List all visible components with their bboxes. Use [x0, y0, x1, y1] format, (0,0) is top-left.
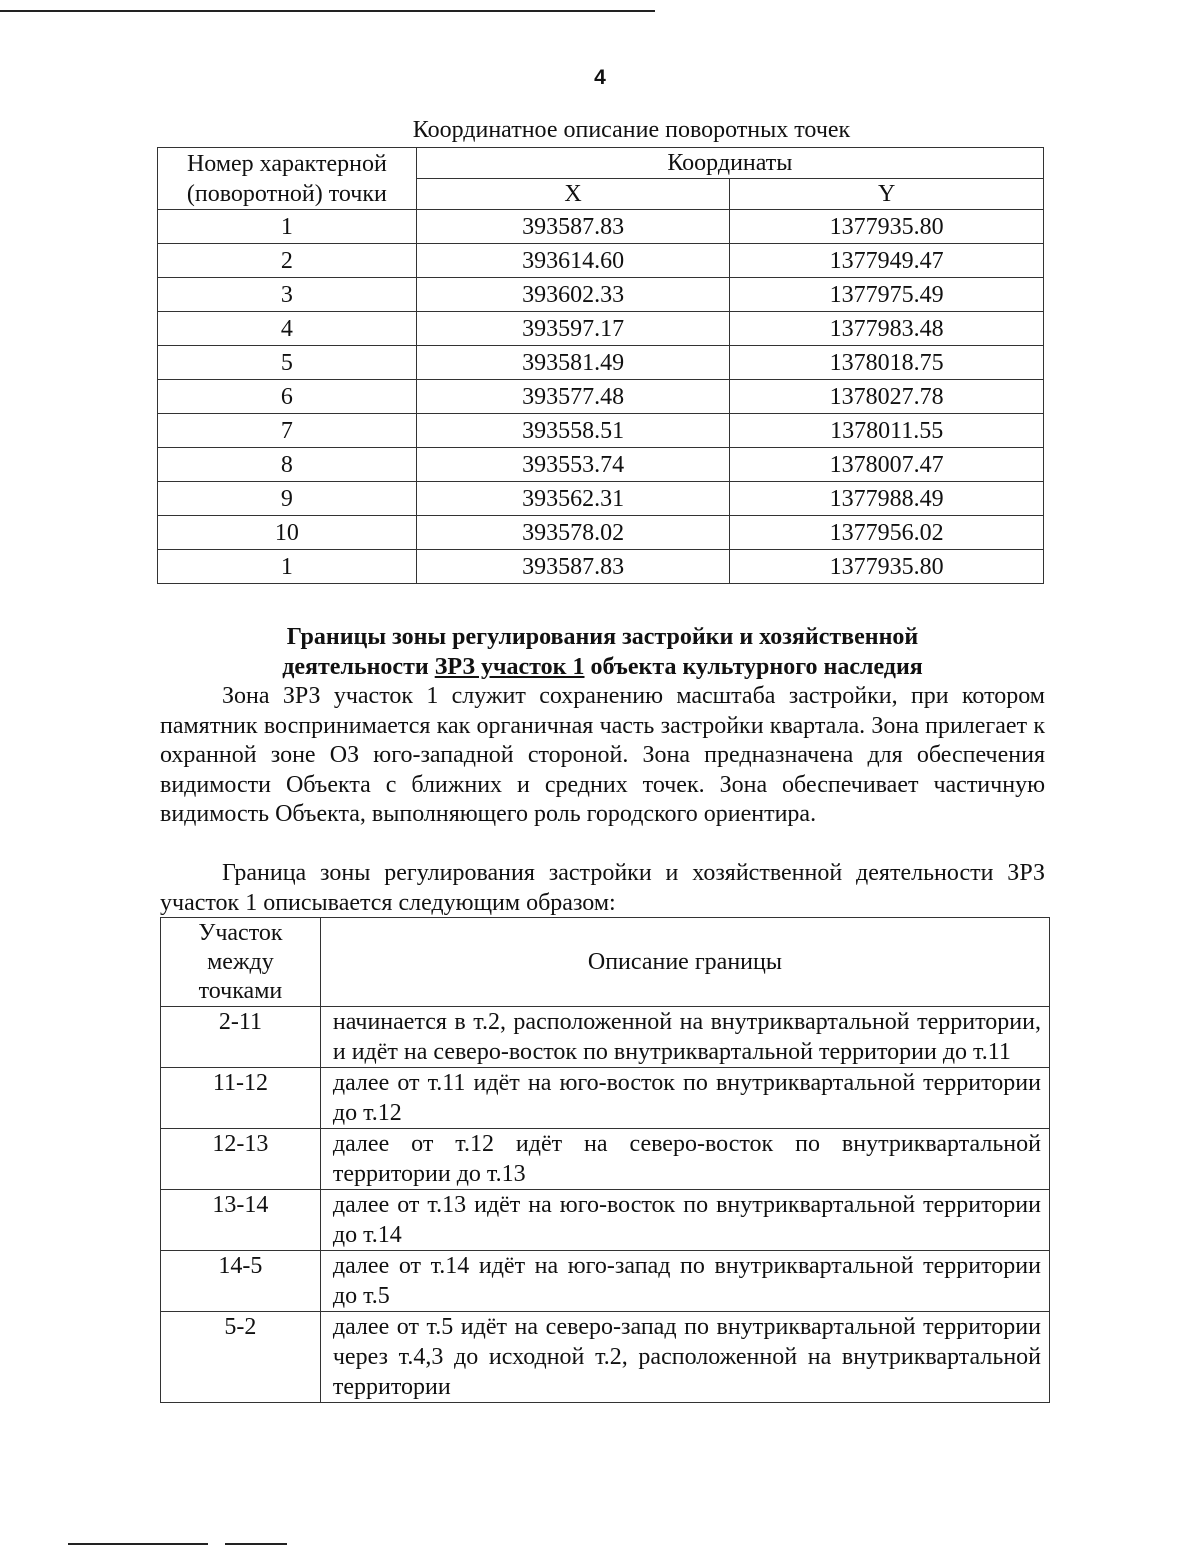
coord-row: [158, 244, 1044, 278]
description-cell: далее от т.5 идёт на северо-запад по внутриквартальной территории через т.4,3 до исходной т.2, расположенной на внутриквартальной территории: [320, 1312, 1049, 1403]
coord-cell-x: 393558.51: [416, 414, 730, 448]
coord-cell-x: 393562.31: [416, 482, 730, 516]
coord-cell-point: 7: [158, 414, 417, 448]
coord-cell-y: 1377983.48: [730, 312, 1044, 346]
coord-cell-y: 1377975.49: [730, 278, 1044, 312]
coord-cell-x: 393577.48: [416, 380, 730, 414]
coord-row: [158, 448, 1044, 482]
coord-cell-point: 2: [158, 244, 417, 278]
border-row: [161, 1129, 1050, 1190]
coordinates-header: Координаты: [416, 148, 1043, 179]
description-cell: далее от т.13 идёт на юго-восток по внутриквартальной территории до т.14: [320, 1190, 1049, 1251]
segment-cell: 11-12: [161, 1068, 321, 1129]
coord-row: [158, 516, 1044, 550]
border-row: [161, 1312, 1050, 1403]
border-row: [161, 1190, 1050, 1251]
coord-row: [158, 346, 1044, 380]
y-header: Y: [730, 179, 1044, 210]
border-row: [161, 1007, 1050, 1068]
description-cell: далее от т.12 идёт на северо-восток по внутриквартальной территории до т.13: [320, 1129, 1049, 1190]
coord-cell-x: 393602.33: [416, 278, 730, 312]
coord-cell-point: 6: [158, 380, 417, 414]
segment-cell: 5-2: [161, 1312, 321, 1403]
coord-cell-y: 1377949.47: [730, 244, 1044, 278]
segment-cell: 2-11: [161, 1007, 321, 1068]
coord-row: [158, 210, 1044, 244]
footer-rule-left: [68, 1543, 208, 1545]
coord-row: [158, 482, 1044, 516]
description-cell: начинается в т.2, расположенной на внутриквартальной территории, и идёт на северо-восток по внутриквартальной территории до т.11: [320, 1007, 1049, 1068]
segment-cell: 12-13: [161, 1129, 321, 1190]
coord-cell-x: 393587.83: [416, 210, 730, 244]
coord-cell-y: 1378018.75: [730, 346, 1044, 380]
border-row: [161, 1251, 1050, 1312]
description-cell: далее от т.14 идёт на юго-запад по внутриквартальной территории до т.5: [320, 1251, 1049, 1312]
coord-cell-x: 393587.83: [416, 550, 730, 584]
coord-cell-point: 10: [158, 516, 417, 550]
page-number: 4: [594, 66, 606, 89]
coord-row: [158, 550, 1044, 584]
zone-description-paragraph: Зона ЗРЗ участок 1 служит сохранению масштаба застройки, при котором памятник воспринимается как органичная часть застройки квартала. Зона прилегает к охранной зоне ОЗ юго-западной стороной. Зона предназначена для обеспечения видимости Объекта с ближних и средних точек. Зона обеспечивает частичную видимость Объекта, выполняющего роль городского ориентира.: [160, 683, 1045, 827]
section-heading-line1: Границы зоны регулирования застройки и хозяйственной: [286, 624, 919, 650]
top-scan-rule: [0, 10, 655, 12]
coord-cell-point: 3: [158, 278, 417, 312]
coord-cell-point: 8: [158, 448, 417, 482]
coord-cell-x: 393553.74: [416, 448, 730, 482]
coordinates-table: [157, 147, 1044, 584]
coord-cell-y: 1377956.02: [730, 516, 1044, 550]
coord-row: [158, 414, 1044, 448]
coord-table-caption: Координатное описание поворотных точек: [412, 117, 851, 143]
coord-cell-y: 1377988.49: [730, 482, 1044, 516]
coord-cell-x: 393614.60: [416, 244, 730, 278]
coord-cell-point: 1: [158, 550, 417, 584]
point-number-header: Номер характерной (поворотной) точки: [158, 148, 417, 210]
description-header: Описание границы: [320, 918, 1049, 1007]
coord-cell-y: 1378007.47: [730, 448, 1044, 482]
segment-cell: 14-5: [161, 1251, 321, 1312]
coord-cell-point: 5: [158, 346, 417, 380]
footer-rule-right: [225, 1543, 287, 1545]
coord-row: [158, 278, 1044, 312]
segment-cell: 13-14: [161, 1190, 321, 1251]
border-body: [161, 1007, 1050, 1403]
coord-row: [158, 312, 1044, 346]
section-heading-line2: деятельности ЗРЗ участок 1 объекта культурного наследия: [282, 654, 923, 680]
coordinates-body: [158, 210, 1044, 584]
coord-cell-point: 4: [158, 312, 417, 346]
coord-row: [158, 380, 1044, 414]
segment-header: Участок между точками: [161, 918, 321, 1007]
coord-cell-point: 1: [158, 210, 417, 244]
coord-cell-y: 1377935.80: [730, 550, 1044, 584]
coord-cell-y: 1378011.55: [730, 414, 1044, 448]
border-intro-paragraph: Граница зоны регулирования застройки и хозяйственной деятельности ЗРЗ участок 1 описывается следующим образом:: [160, 860, 1045, 916]
border-row: [161, 1068, 1050, 1129]
border-description-table: [160, 917, 1050, 1403]
coord-cell-x: 393597.17: [416, 312, 730, 346]
coord-cell-point: 9: [158, 482, 417, 516]
description-cell: далее от т.11 идёт на юго-восток по внутриквартальной территории до т.12: [320, 1068, 1049, 1129]
zone-name-underlined: ЗРЗ участок 1: [434, 654, 585, 680]
x-header: X: [416, 179, 730, 210]
coord-cell-x: 393581.49: [416, 346, 730, 380]
coord-cell-y: 1377935.80: [730, 210, 1044, 244]
coord-cell-y: 1378027.78: [730, 380, 1044, 414]
coord-cell-x: 393578.02: [416, 516, 730, 550]
